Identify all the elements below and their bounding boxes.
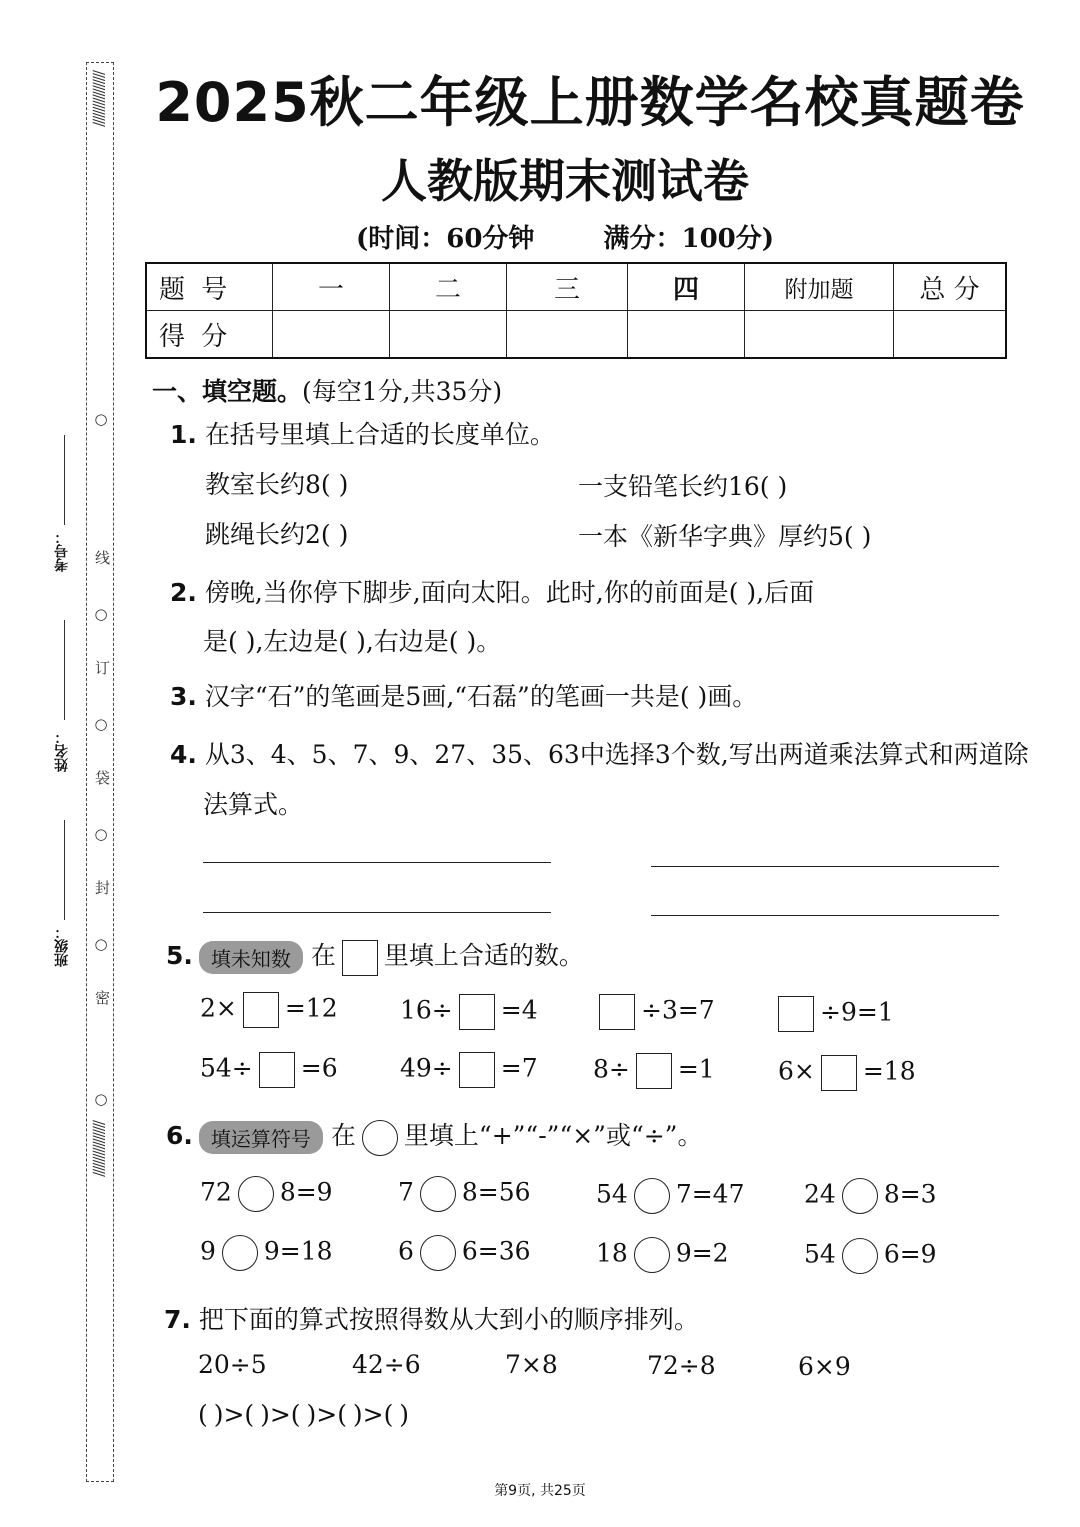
field-name-line — [64, 620, 65, 720]
q5-item-1-pre: 2× — [200, 993, 237, 1023]
score-header-total: 总 分 — [894, 263, 1007, 311]
score-table-header-row — [146, 263, 1006, 311]
question-2-line1[interactable]: 傍晚,当你停下脚步,面向太阳。此时,你的前面是( ),后面 — [204, 578, 815, 607]
q5-item-2-box[interactable] — [459, 994, 495, 1030]
question-5-tag: 填未知数 — [199, 941, 303, 974]
q6-item-6-pre: 6 — [398, 1236, 414, 1266]
exam-time: (时间：60分钟 — [355, 224, 535, 254]
score-cell-1[interactable] — [273, 311, 390, 359]
q5-item-6-pre: 49÷ — [400, 1053, 453, 1083]
q5-item-8-post: =18 — [862, 1056, 916, 1086]
q6-item-1 — [200, 1176, 333, 1212]
q6-item-5 — [200, 1235, 333, 1271]
q5-item-7-box[interactable] — [636, 1053, 672, 1089]
q6-item-8-pre: 54 — [804, 1239, 836, 1269]
q6-item-7-pre: 18 — [596, 1238, 628, 1268]
binding-hole-4: ○ — [92, 825, 110, 843]
question-4-line1: 从3、4、5、7、9、27、35、63中选择3个数,写出两道乘法算式和两道除 — [204, 740, 1029, 769]
question-6 — [166, 1116, 702, 1156]
q5-item-4-post: ÷9=1 — [820, 997, 894, 1027]
seal-char-feng: 封 — [93, 880, 111, 895]
q7-order-answer[interactable]: ( )>( )>( )>( )>( ) — [198, 1400, 410, 1429]
binding-hole-3: ○ — [92, 715, 110, 733]
answer-line-4[interactable] — [651, 915, 999, 916]
q7-expr-5: 6×9 — [798, 1352, 851, 1381]
exam-info — [140, 218, 990, 255]
q5-item-6-box[interactable] — [459, 1052, 495, 1088]
q5-item-2-post: =4 — [500, 995, 538, 1025]
q5-item-5-pre: 54÷ — [200, 1053, 253, 1083]
q5-item-7-post: =1 — [677, 1054, 715, 1084]
page-footer: 第9页, 共25页 — [494, 1483, 586, 1499]
field-class: 班级： — [54, 925, 70, 967]
binding-hole-5: ○ — [92, 935, 110, 953]
question-6-number: 6. — [166, 1121, 193, 1150]
question-2 — [170, 573, 814, 609]
question-1-number: 1. — [170, 420, 197, 449]
q7-expr-3: 7×8 — [505, 1350, 558, 1379]
question-6-pre: 在 — [330, 1121, 356, 1150]
score-header-2: 二 — [390, 263, 507, 311]
question-7-text: 把下面的算式按照得数从大到小的顺序排列。 — [198, 1305, 699, 1334]
question-5 — [166, 936, 584, 976]
seal-char-mi: 密 — [93, 990, 111, 1005]
question-2-number: 2. — [170, 578, 197, 607]
q6-item-4-pre: 24 — [804, 1179, 836, 1209]
q6-item-2-circle[interactable] — [420, 1176, 456, 1212]
question-5-number: 5. — [166, 941, 193, 970]
question-6-tag: 填运算符号 — [199, 1121, 323, 1154]
question-1-text: 在括号里填上合适的长度单位。 — [204, 420, 555, 449]
q6-item-5-circle[interactable] — [222, 1235, 258, 1271]
score-header-label: 题 号 — [146, 263, 273, 311]
binding-hole-6: ○ — [92, 1090, 110, 1108]
q6-item-8 — [804, 1238, 937, 1274]
score-table-score-row — [146, 311, 1006, 359]
score-row-label: 得 分 — [146, 311, 273, 359]
example-box — [342, 940, 378, 976]
q7-expr-4: 72÷8 — [647, 1351, 716, 1380]
answer-line-2[interactable] — [651, 866, 999, 867]
question-3-number: 3. — [170, 682, 197, 711]
answer-line-3[interactable] — [203, 912, 551, 913]
q6-item-1-circle[interactable] — [238, 1176, 274, 1212]
q5-item-8-pre: 6× — [778, 1056, 815, 1086]
score-cell-bonus[interactable] — [745, 311, 894, 359]
binding-hatch-bottom: ////////////////// — [90, 1120, 108, 1175]
question-6-post: 里填上“+”“-”“×”或“÷”。 — [403, 1121, 703, 1150]
q6-item-6-post: 6=36 — [461, 1236, 531, 1266]
q5-item-2 — [400, 994, 538, 1030]
binding-hatch-top: ////////////////// — [90, 70, 108, 125]
question-2-line2[interactable]: 是( ),左边是( ),右边是( )。 — [203, 627, 502, 656]
q7-expr-2: 42÷6 — [352, 1350, 421, 1379]
q6-item-5-post: 9=18 — [263, 1236, 333, 1266]
q5-item-3 — [593, 994, 715, 1030]
score-cell-2[interactable] — [390, 311, 507, 359]
score-cell-3[interactable] — [507, 311, 628, 359]
q6-item-1-pre: 72 — [200, 1177, 232, 1207]
q6-item-1-post: 8=9 — [279, 1177, 333, 1207]
score-header-bonus: 附加题 — [745, 263, 894, 311]
q6-item-4 — [804, 1178, 937, 1214]
q5-item-8-box[interactable] — [821, 1055, 857, 1091]
score-cell-total[interactable] — [894, 311, 1007, 359]
question-4 — [170, 735, 1029, 771]
q1-item-b[interactable]: 一支铅笔长约16( ) — [578, 472, 788, 501]
q1-item-a[interactable]: 教室长约8( ) — [205, 470, 349, 499]
q6-item-5-pre: 9 — [200, 1236, 216, 1266]
q5-item-4 — [772, 996, 894, 1032]
binding-hole-2: ○ — [92, 605, 110, 623]
seal-char-ding: 订 — [93, 660, 111, 675]
field-name: 姓名： — [54, 730, 70, 772]
field-exam-no-line — [64, 435, 65, 525]
q6-item-8-post: 6=9 — [883, 1239, 937, 1269]
q6-item-2-pre: 7 — [398, 1177, 414, 1207]
field-exam-no: 考号： — [54, 530, 70, 572]
q1-item-d[interactable]: 一本《新华字典》厚约5( ) — [578, 522, 872, 551]
q6-item-7-circle[interactable] — [634, 1237, 670, 1273]
q6-item-7-post: 9=2 — [675, 1238, 729, 1268]
section-1-points: (每空1分,共35分) — [302, 377, 503, 406]
q5-item-1-post: =12 — [284, 993, 338, 1023]
score-cell-4[interactable] — [628, 311, 745, 359]
example-circle — [362, 1120, 398, 1156]
field-class-line — [64, 820, 65, 920]
q5-item-3-post: ÷3=7 — [641, 995, 715, 1025]
seal-char-xian: 线 — [93, 550, 111, 565]
q5-item-6-post: =7 — [500, 1053, 538, 1083]
question-4-line2: 法算式。 — [203, 790, 304, 819]
q5-item-1-box[interactable] — [243, 992, 279, 1028]
q5-item-6 — [400, 1052, 538, 1088]
q7-expr-1: 20÷5 — [198, 1350, 267, 1379]
q6-item-6 — [398, 1235, 531, 1271]
q6-item-4-circle[interactable] — [842, 1178, 878, 1214]
q6-item-3-circle[interactable] — [634, 1178, 670, 1214]
seal-char-dai: 袋 — [93, 770, 111, 785]
score-table — [145, 262, 1007, 359]
q5-item-2-pre: 16÷ — [400, 995, 453, 1025]
question-1 — [170, 415, 555, 451]
q6-item-8-circle[interactable] — [842, 1238, 878, 1274]
answer-line-1[interactable] — [203, 862, 551, 863]
question-5-pre: 在 — [310, 941, 336, 970]
q6-item-4-post: 8=3 — [883, 1179, 937, 1209]
question-5-post: 里填上合适的数。 — [383, 941, 584, 970]
question-7-number: 7. — [164, 1305, 191, 1334]
question-4-number: 4. — [170, 740, 197, 769]
q6-item-3-pre: 54 — [596, 1179, 628, 1209]
question-7 — [164, 1300, 699, 1336]
score-header-3: 三 — [507, 263, 628, 311]
section-1-heading: 一、填空题。 — [152, 377, 303, 406]
question-3-text[interactable]: 汉字“石”的笔画是5画,“石磊”的笔画一共是( )画。 — [204, 682, 758, 711]
q5-item-5-post: =6 — [300, 1053, 338, 1083]
q5-item-1 — [200, 992, 338, 1028]
section-1-title — [152, 372, 502, 408]
q6-item-2-post: 8=56 — [461, 1177, 531, 1207]
q5-item-7-pre: 8÷ — [593, 1054, 630, 1084]
score-header-4: 四 — [628, 263, 745, 311]
question-3 — [170, 677, 757, 713]
q5-item-5 — [200, 1052, 338, 1088]
q5-item-7 — [593, 1053, 715, 1089]
q6-item-3 — [596, 1178, 744, 1214]
q6-item-6-circle[interactable] — [420, 1235, 456, 1271]
page-title: 2025秋二年级上册数学名校真题卷 — [155, 71, 1025, 134]
score-header-1: 一 — [273, 263, 390, 311]
q6-item-7 — [596, 1237, 729, 1273]
q5-item-3-box[interactable] — [599, 994, 635, 1030]
q5-item-8 — [778, 1055, 916, 1091]
exam-full-score: 满分：100分) — [603, 224, 775, 254]
binding-hole-1: ○ — [92, 410, 110, 428]
q6-item-3-post: 7=47 — [675, 1179, 745, 1209]
page-subtitle: 人教版期末测试卷 — [381, 154, 749, 208]
q6-item-2 — [398, 1176, 531, 1212]
q5-item-4-box[interactable] — [778, 996, 814, 1032]
q5-item-5-box[interactable] — [259, 1052, 295, 1088]
q1-item-c[interactable]: 跳绳长约2( ) — [205, 520, 349, 549]
